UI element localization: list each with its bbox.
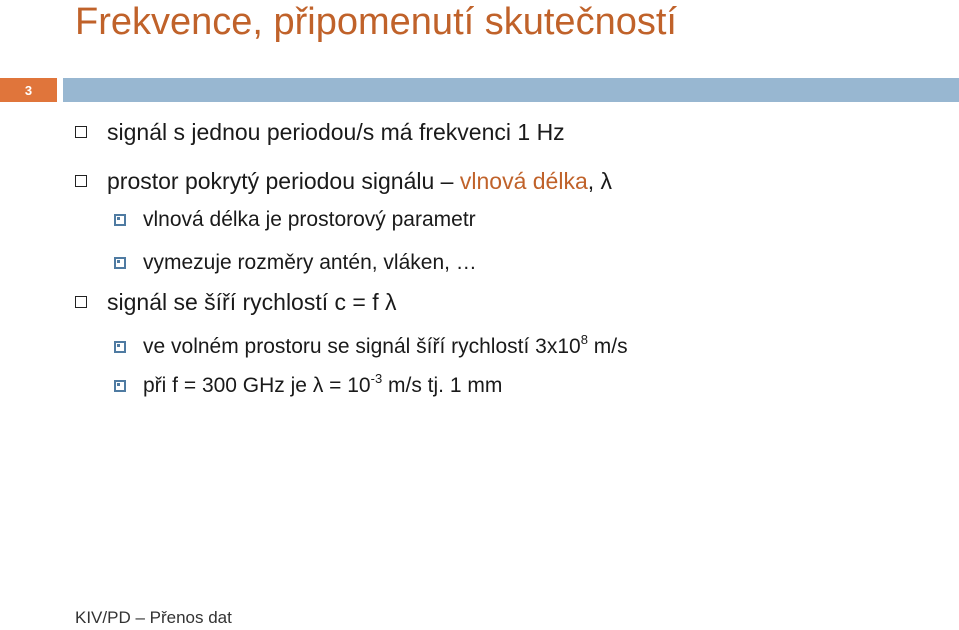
square-bullet-icon: [75, 296, 87, 308]
sub-bullet-2-1: [114, 206, 476, 234]
square-bullet-icon: [75, 126, 87, 138]
bullet-2-text-pre: prostor pokrytý periodou signálu –: [107, 167, 460, 194]
sub-bullet-3-2-text-post: m/s tj. 1 mm: [382, 374, 503, 397]
sub-bullet-3-1: [114, 333, 628, 361]
sub-bullet-2-2: [114, 249, 477, 277]
bullet-2-text-post: , λ: [587, 167, 613, 194]
sub-bullet-2-2-text: vymezuje rozměry antén, vláken, …: [143, 251, 477, 274]
slide-number: 3: [0, 78, 57, 102]
sub-bullet-2-1-text: vlnová délka je prostorový parametr: [143, 208, 476, 231]
exponent: 8: [580, 332, 588, 347]
footer-text: KIV/PD – Přenos dat: [75, 608, 232, 627]
wavelength-term: vlnová délka: [459, 167, 588, 194]
bullet-3: [75, 287, 397, 317]
sub-bullet-3-1-text-pre: ve volném prostoru se signál šíří rychlostí 3x10: [143, 335, 581, 358]
exponent: -3: [370, 371, 383, 386]
bullet-2: [75, 166, 612, 196]
sub-bullet-icon: [114, 341, 126, 353]
sub-bullet-3-2-text: [143, 371, 503, 398]
bullet-2-text: [107, 168, 612, 195]
square-bullet-icon: [75, 175, 87, 187]
sub-bullet-3-2: [114, 372, 502, 400]
sub-bullet-3-1-text: [143, 332, 628, 359]
sub-bullet-3-2-text-pre: při f = 300 GHz je λ = 10: [143, 374, 371, 397]
bullet-1: [75, 117, 565, 147]
bullet-1-text: signál s jednou periodou/s má frekvenci 1 Hz: [107, 118, 565, 145]
sub-bullet-3-1-text-post: m/s: [587, 335, 628, 358]
bullet-3-text: signál se šíří rychlostí c = f λ: [107, 288, 397, 315]
slide-title: Frekvence, připomenutí skutečností: [75, 1, 677, 43]
sub-bullet-icon: [114, 380, 126, 392]
sub-bullet-icon: [114, 257, 126, 269]
header-band: [63, 78, 959, 102]
sub-bullet-icon: [114, 214, 126, 226]
